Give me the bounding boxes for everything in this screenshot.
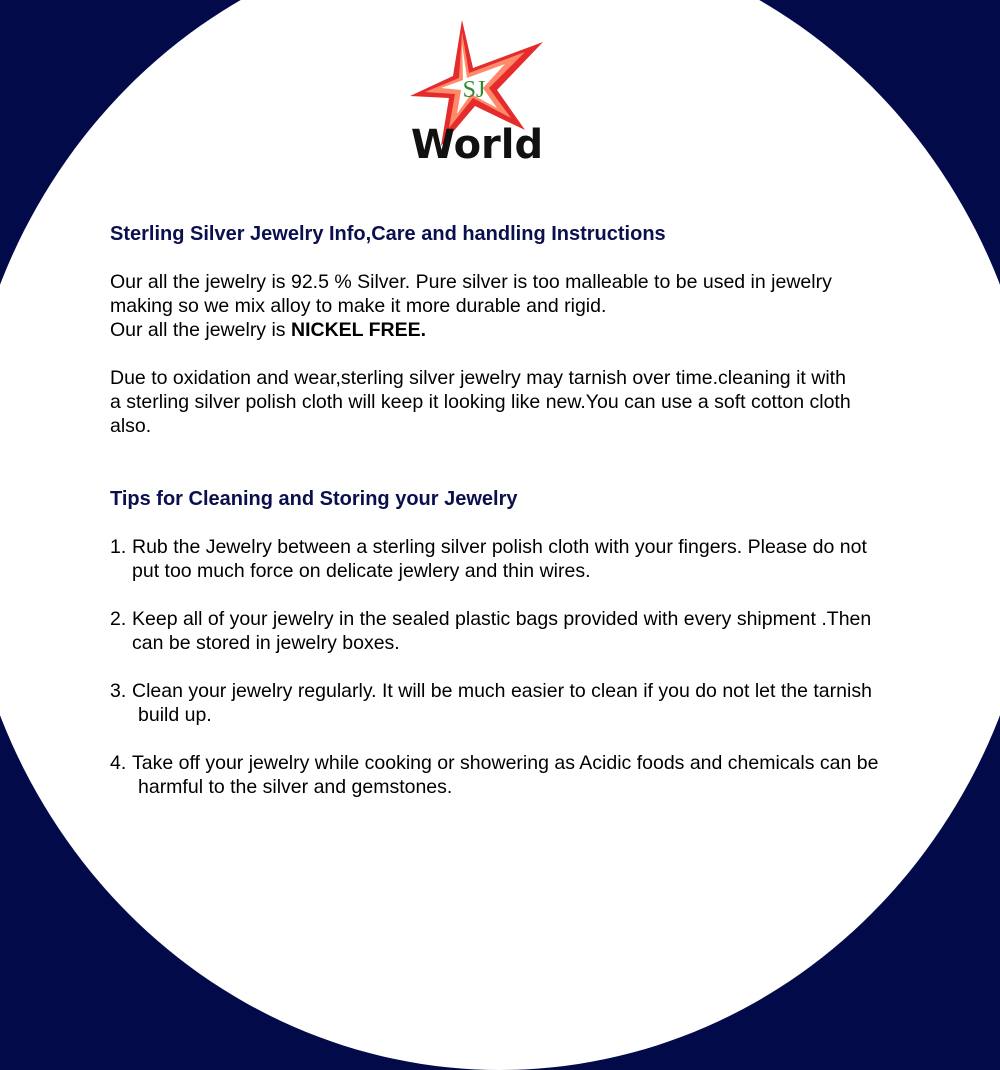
silver-info-paragraph <box>110 270 910 342</box>
tarnish-paragraph <box>110 366 910 438</box>
tip-number: 1. <box>110 536 127 558</box>
list-item <box>110 535 910 583</box>
tip-text <box>132 679 910 727</box>
tarnish-line-3: also. <box>110 415 152 437</box>
star-logo-icon <box>405 18 550 168</box>
logo-wordmark: World <box>410 122 544 168</box>
tip-line-2: harmful to the silver and gemstones. <box>138 776 453 798</box>
list-item <box>110 751 910 799</box>
tip-line-2: build up. <box>138 704 212 726</box>
tip-line-1: Rub the Jewelry between a sterling silver polish cloth with your fingers. Please do not <box>132 536 867 558</box>
tip-line-1: Take off your jewelry while cooking or showering as Acidic foods and chemicals can be <box>132 752 879 774</box>
silver-info-line-1: Our all the jewelry is 92.5 % Silver. Pure silver is too malleable to be used in jewelry <box>110 271 832 293</box>
tip-text <box>132 751 910 799</box>
list-item <box>110 607 910 655</box>
tips-heading: Tips for Cleaning and Storing your Jewelry <box>110 488 518 510</box>
tip-line-2: can be stored in jewelry boxes. <box>132 632 400 654</box>
nickel-free-prefix: Our all the jewelry is <box>110 319 291 341</box>
tarnish-line-1: Due to oxidation and wear,sterling silver jewelry may tarnish over time.cleaning it with <box>110 367 846 389</box>
tip-line-2: put too much force on delicate jewlery and thin wires. <box>132 560 591 582</box>
tip-text <box>132 607 910 655</box>
tip-number: 3. <box>110 680 127 702</box>
sj-world-logo <box>405 18 550 168</box>
tips-list <box>110 535 910 799</box>
tip-text <box>132 535 910 583</box>
tarnish-line-2: a sterling silver polish cloth will keep it looking like new.You can use a soft cotton cloth <box>110 391 851 413</box>
tip-line-1: Clean your jewelry regularly. It will be much easier to clean if you do not let the tarnish <box>132 680 872 702</box>
tip-number: 4. <box>110 752 127 774</box>
nickel-free-label: NICKEL FREE. <box>290 319 427 341</box>
tip-line-1: Keep all of your jewelry in the sealed plastic bags provided with every shipment .Then <box>132 608 872 630</box>
silver-info-line-2: making so we mix alloy to make it more durable and rigid. <box>110 295 607 317</box>
tip-number: 2. <box>110 608 127 630</box>
list-item <box>110 679 910 727</box>
care-instructions <box>110 222 910 823</box>
logo-initials: SJ <box>462 77 486 103</box>
info-heading: Sterling Silver Jewelry Info,Care and handling Instructions <box>110 223 666 245</box>
